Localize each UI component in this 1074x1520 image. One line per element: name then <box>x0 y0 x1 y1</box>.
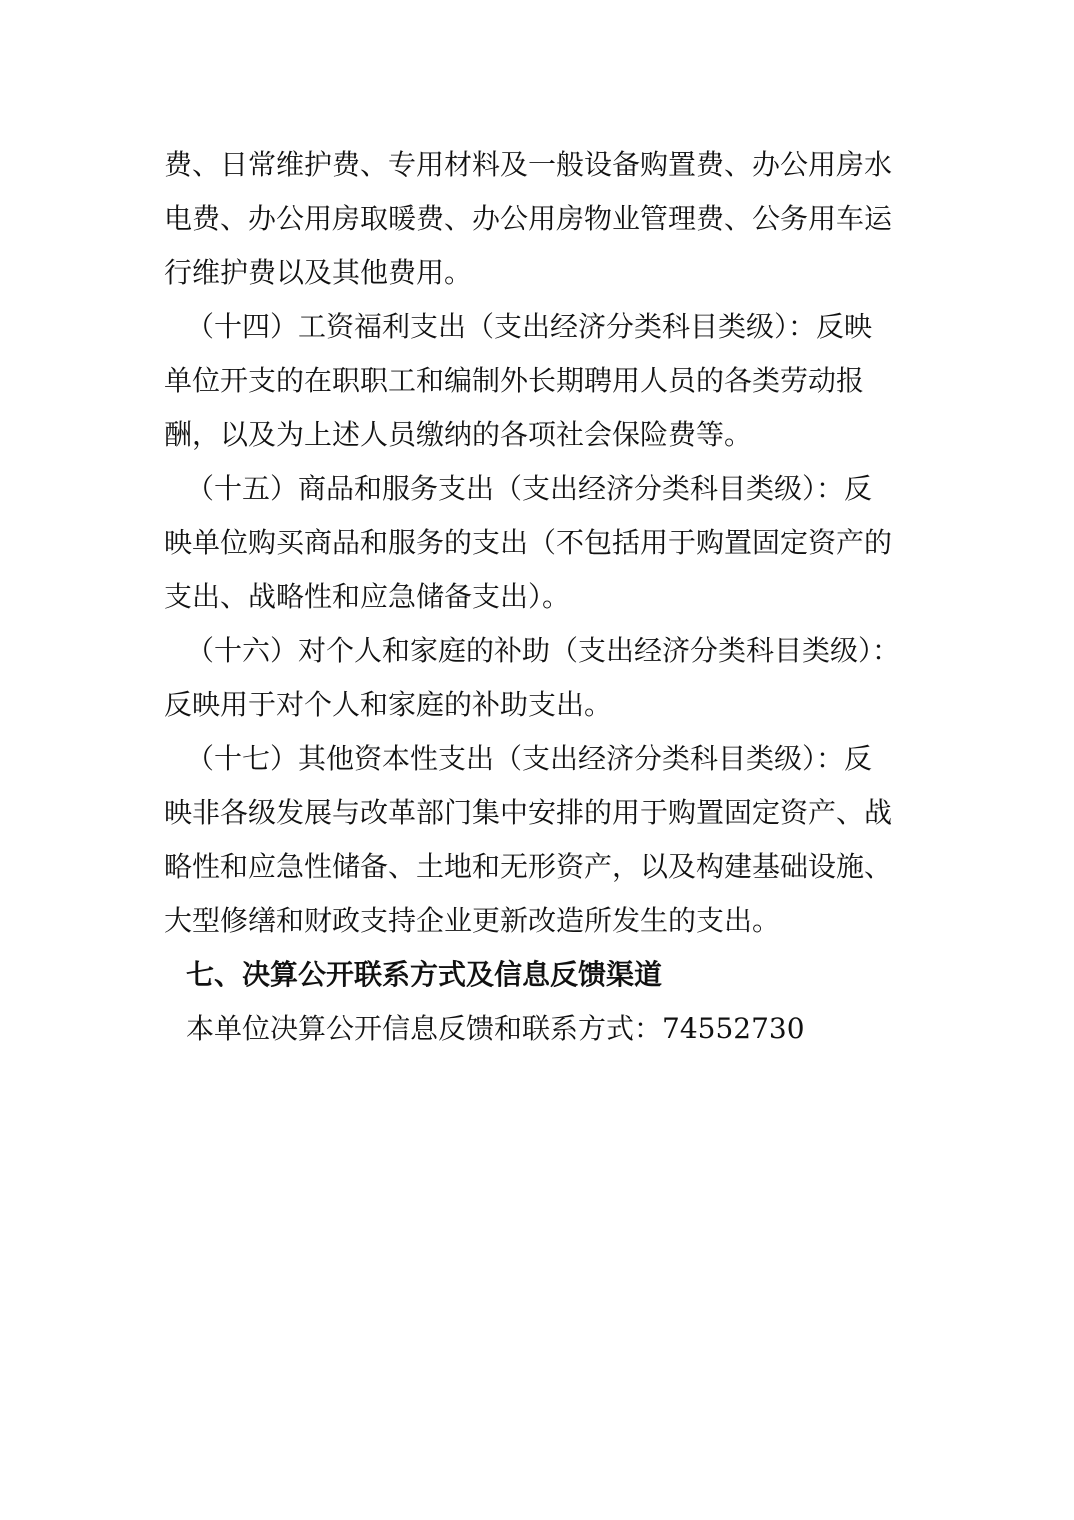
contact-line: 本单位决算公开信息反馈和联系方式：74552730 <box>186 1012 805 1045</box>
paragraph-line: 略性和应急性储备、土地和无形资产，以及构建基础设施、 <box>164 850 893 883</box>
paragraph-line: （十七）其他资本性支出（支出经济分类科目类级）：反 <box>186 742 873 775</box>
section-heading: 七、决算公开联系方式及信息反馈渠道 <box>186 958 663 991</box>
paragraph-line: 大型修缮和财政支持企业更新改造所发生的支出。 <box>164 904 781 937</box>
paragraph-line: 电费、办公用房取暖费、办公用房物业管理费、公务用车运 <box>164 202 893 235</box>
paragraph-line: 映非各级发展与改革部门集中安排的用于购置固定资产、战 <box>164 796 893 829</box>
paragraph-line: 支出、战略性和应急储备支出）。 <box>164 580 571 613</box>
paragraph-line: （十四）工资福利支出（支出经济分类科目类级）：反映 <box>186 310 873 343</box>
paragraph-line: 映单位购买商品和服务的支出（不包括用于购置固定资产的 <box>164 526 893 559</box>
paragraph-line: 行维护费以及其他费用。 <box>164 256 473 289</box>
paragraph-line: （十五）商品和服务支出（支出经济分类科目类级）：反 <box>186 472 873 505</box>
paragraph-line: 单位开支的在职职工和编制外长期聘用人员的各类劳动报 <box>164 364 865 397</box>
paragraph-line: 费、日常维护费、专用材料及一般设备购置费、办公用房水 <box>164 148 893 181</box>
paragraph-line: 反映用于对个人和家庭的补助支出。 <box>164 688 613 721</box>
paragraph-line: 酬，以及为上述人员缴纳的各项社会保险费等。 <box>164 418 753 451</box>
paragraph-line: （十六）对个人和家庭的补助（支出经济分类科目类级）： <box>186 634 901 667</box>
